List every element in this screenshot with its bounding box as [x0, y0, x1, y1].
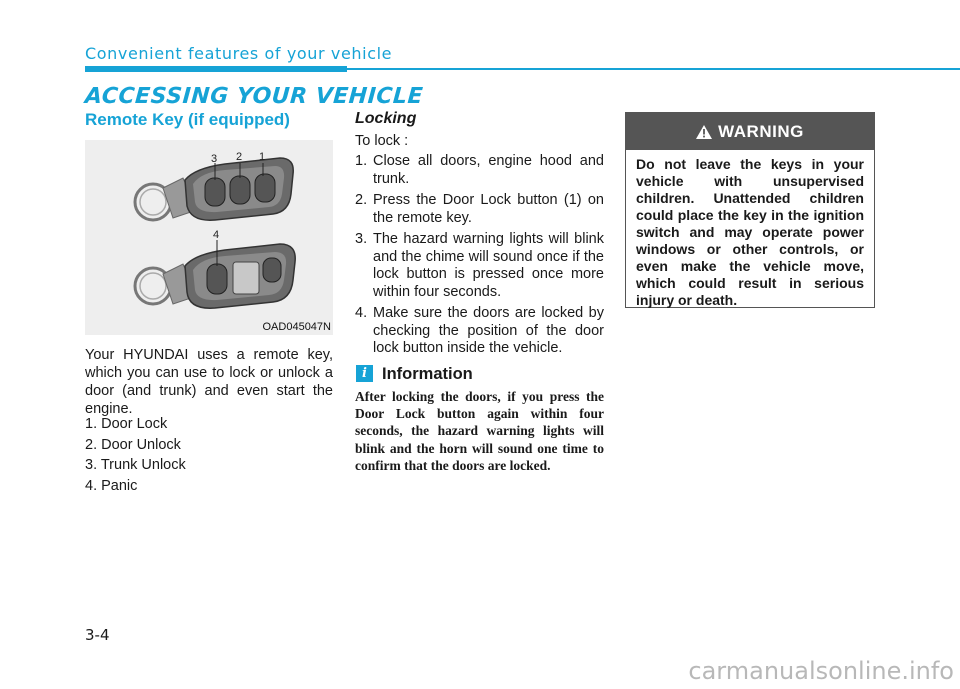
remote-key-heading: Remote Key (if equipped) [85, 110, 290, 129]
remote-key-description: Your HYUNDAI uses a remote key, which you can use to lock or unlock a door (and trunk) and even start the engine. [85, 347, 333, 417]
list-item [355, 231, 604, 301]
locking-intro: To lock : [355, 133, 409, 149]
locking-heading: Locking [355, 110, 417, 127]
info-icon: i [356, 365, 373, 382]
header-bar-thick [85, 66, 347, 72]
information-title: Information [382, 365, 473, 383]
information-body: After locking the doors, if you press the Door Lock button again within four seconds, the hazard warning lights will blink and the horn will sound one time to confirm that the doors are locked. [355, 389, 604, 473]
warning-header [626, 113, 874, 150]
step-number: 3. [355, 231, 368, 247]
step-number: 1. [355, 153, 368, 169]
list-item: 1. Door Lock [85, 416, 168, 432]
button-label-4: 4 [213, 229, 220, 241]
button-label-2: 2 [236, 151, 243, 163]
locking-steps [355, 153, 604, 362]
step-text: Close all doors, engine hood and trunk. [373, 153, 604, 187]
warning-title: WARNING [718, 121, 804, 141]
list-item: 3. Trunk Unlock [85, 457, 186, 473]
list-item [355, 305, 604, 358]
list-item: 2. Door Unlock [85, 436, 181, 453]
step-number: 2. [355, 192, 368, 208]
step-text: Make sure the doors are locked by checking the position of the door lock button inside the vehicle. [373, 305, 604, 356]
watermark: carmanualsonline.info [688, 657, 954, 685]
warning-box [625, 112, 875, 308]
step-text: Press the Door Lock button (1) on the remote key. [373, 192, 604, 226]
list-item: 4. Panic [85, 477, 138, 494]
remote-key-figure [85, 140, 333, 335]
list-item [355, 153, 604, 188]
warning-triangle-icon [696, 125, 712, 139]
section-title: ACCESSING YOUR VEHICLE [84, 84, 424, 109]
chapter-title: Convenient features of your vehicle [85, 44, 393, 63]
remote-key-illustration [85, 140, 333, 335]
figure-caption: OAD045047N [262, 321, 331, 333]
step-text: The hazard warning lights will blink and the chime will sound once if the lock button is pressed once more within four seconds. [373, 231, 604, 300]
button-label-3: 3 [211, 153, 218, 165]
list-item [355, 192, 604, 227]
button-label-1: 1 [259, 151, 266, 163]
step-number: 4. [355, 305, 368, 321]
warning-body: Do not leave the keys in your vehicle with unsupervised children. Unattended children could place the key in the ignition switch and may operate power windows or other controls, or even make the vehicle move, which could result in serious injury or death. [636, 156, 864, 308]
remote-key-button-list [85, 414, 186, 496]
page-number: 3-4 [85, 626, 110, 644]
header-bar-thin [347, 68, 960, 70]
